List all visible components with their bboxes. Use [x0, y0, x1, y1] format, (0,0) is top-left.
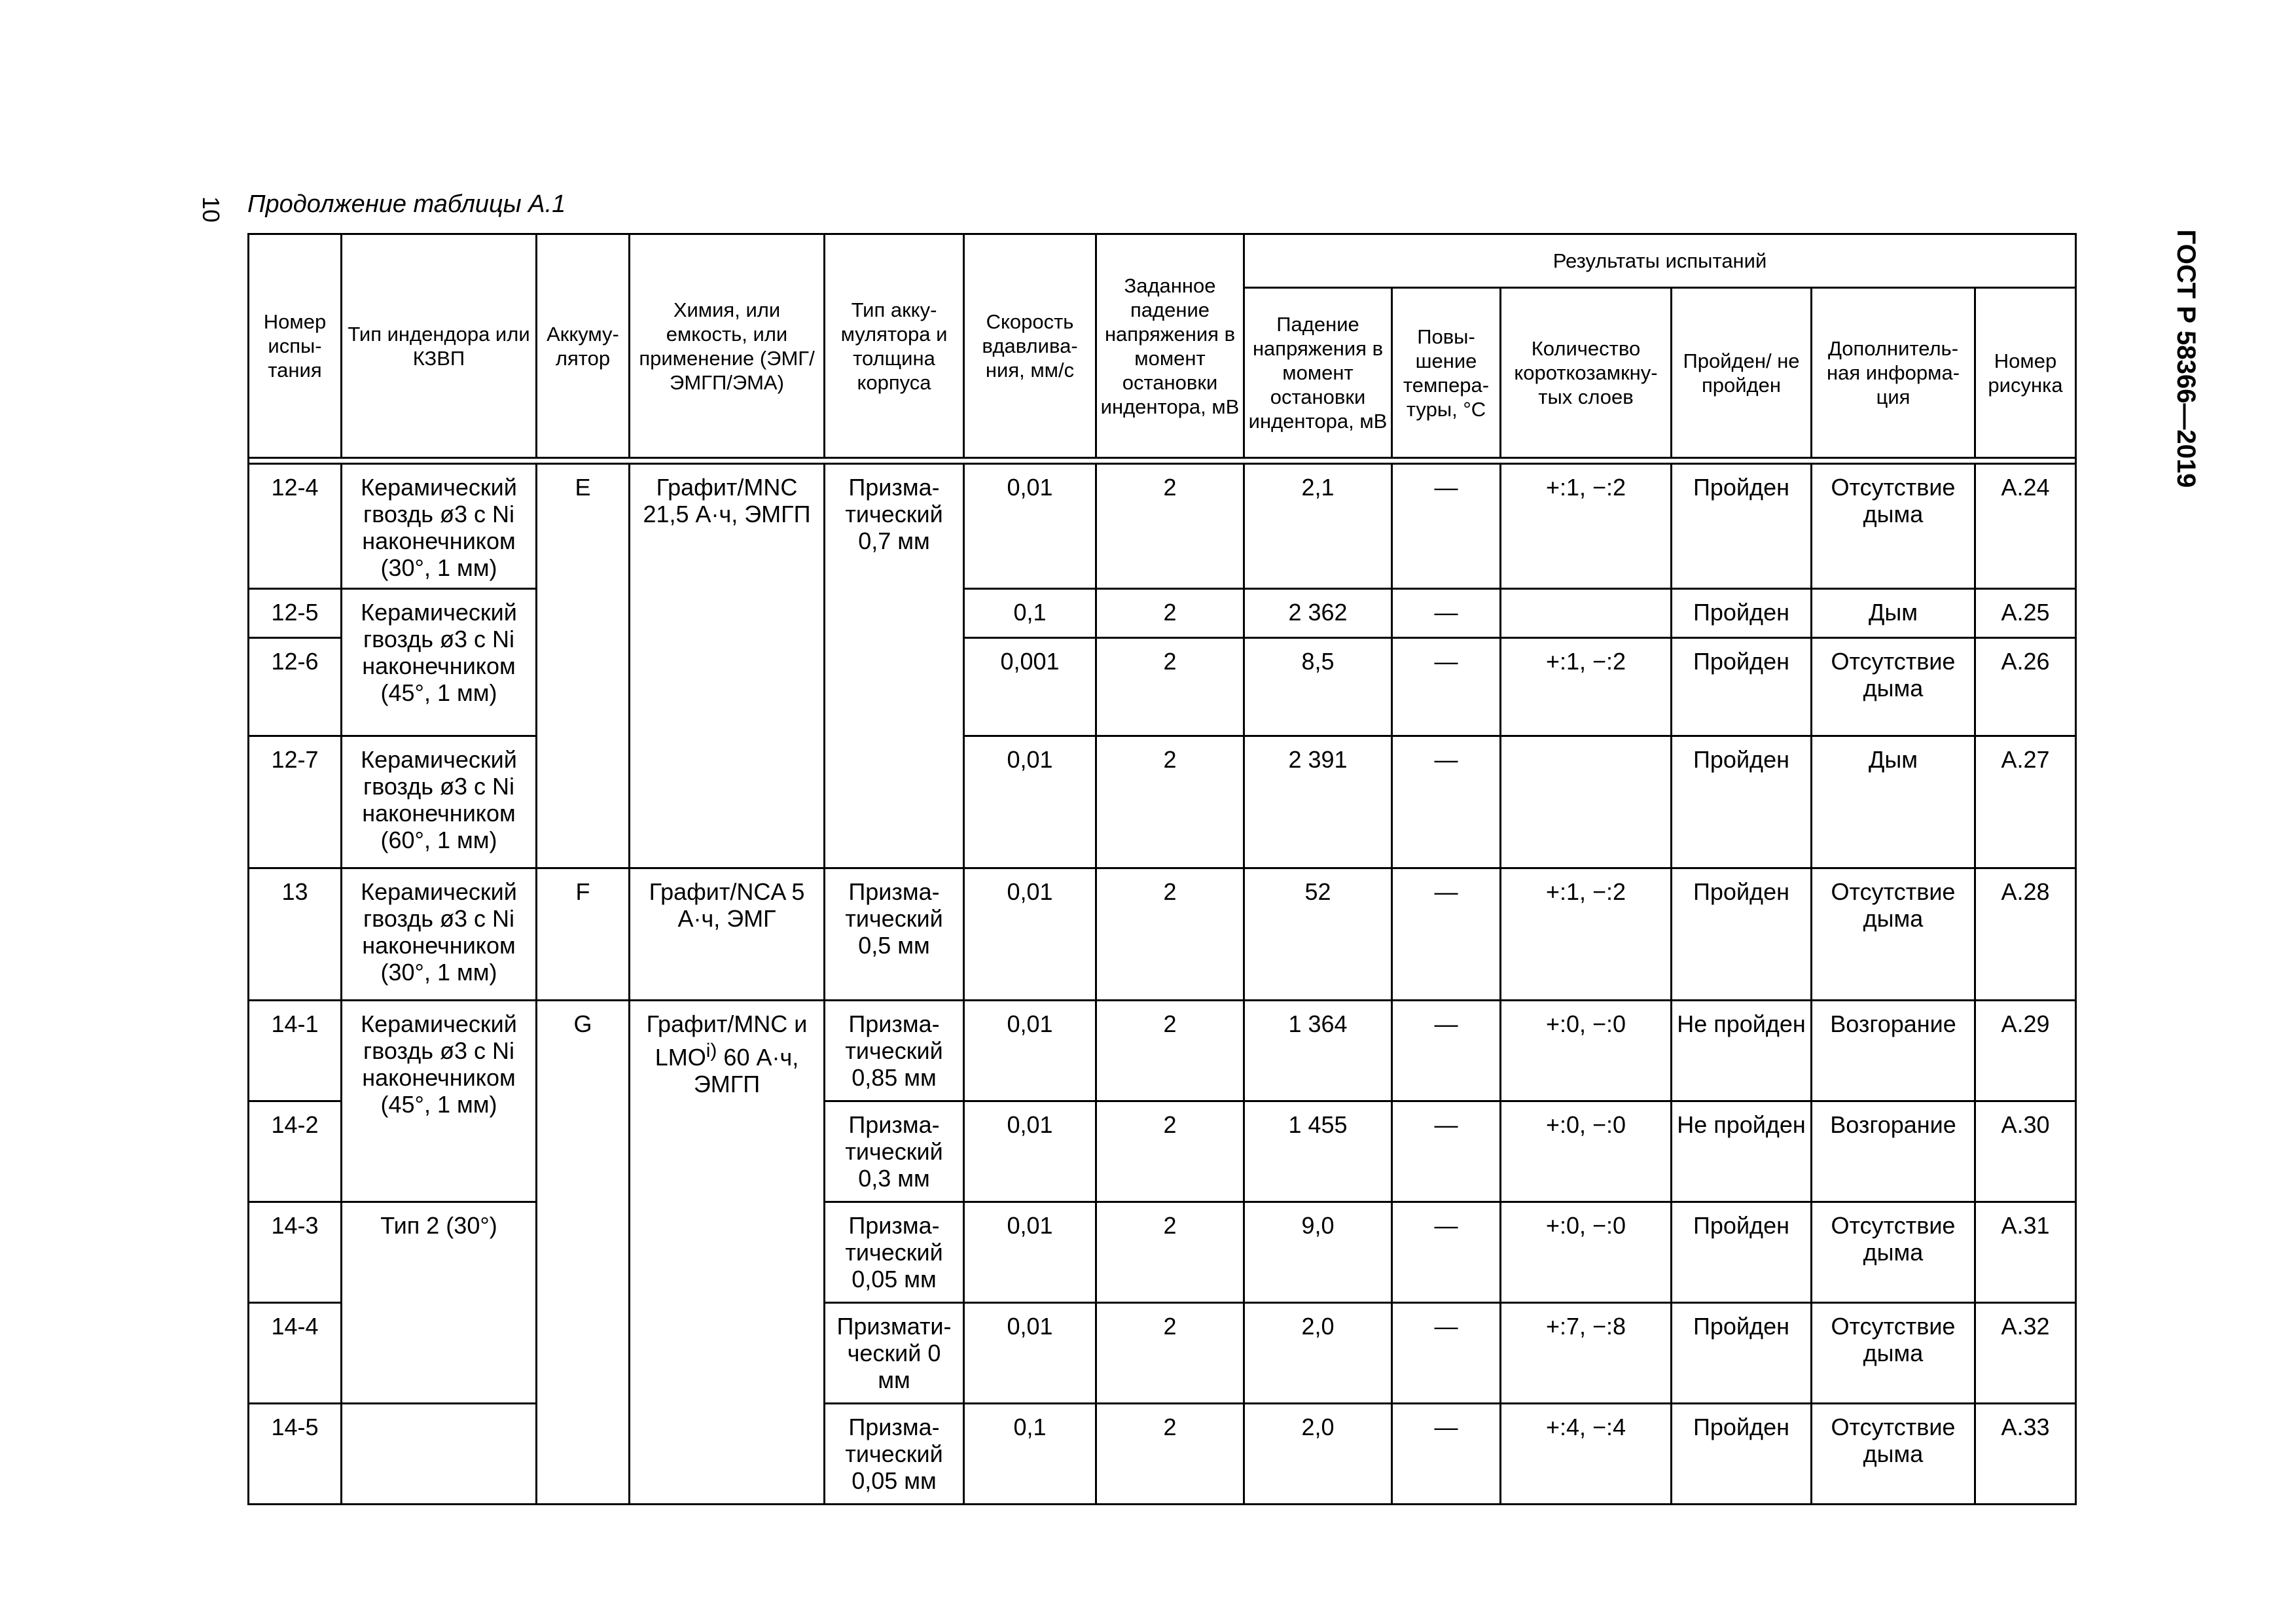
cell-case: Призма-тический 0,5 мм — [825, 868, 964, 1001]
cell-layers: +:0, −:0 — [1501, 1101, 1672, 1202]
cell-speed: 0,01 — [964, 868, 1096, 1001]
cell-info: Отсутствие дыма — [1812, 638, 1975, 736]
cell-speed: 0,01 — [964, 1202, 1096, 1303]
table-row — [249, 1001, 2076, 1101]
cell-test-number: 14-2 — [249, 1101, 342, 1202]
cell-speed: 0,01 — [964, 736, 1096, 868]
cell-drop: 52 — [1244, 868, 1392, 1001]
cell-temp: — — [1392, 736, 1501, 868]
cell-pass: Пройден — [1672, 736, 1812, 868]
table-caption: Продолжение таблицы А.1 — [247, 190, 566, 218]
cell-pass: Не пройден — [1672, 1101, 1812, 1202]
cell-chemistry: Графит/NCA 5 А·ч, ЭМГ — [630, 868, 825, 1001]
cell-info: Возгорание — [1812, 1101, 1975, 1202]
cell-test-number: 14-1 — [249, 1001, 342, 1101]
cell-indenter: Керамический гвоздь ø3 с Ni наконечником (45°, 1 мм) — [342, 1001, 537, 1202]
cell-speed: 0,1 — [964, 589, 1096, 638]
cell-layers — [1501, 589, 1672, 638]
header-separator — [249, 458, 2076, 464]
table-row — [249, 1202, 2076, 1303]
cell-pass: Пройден — [1672, 638, 1812, 736]
table-row — [249, 589, 2076, 638]
cell-case: Призма-тический 0,05 мм — [825, 1404, 964, 1505]
header-test-number: Номер испы-тания — [249, 234, 342, 458]
cell-test-number: 14-5 — [249, 1404, 342, 1505]
header-case: Тип акку-мулятора и толщина корпуса — [825, 234, 964, 458]
cell-temp: — — [1392, 1101, 1501, 1202]
cell-case: Призма-тический 0,05 мм — [825, 1202, 964, 1303]
header-pass-fail: Пройден/ не пройден — [1672, 288, 1812, 458]
header-chemistry: Химия, или емкость, или применение (ЭМГ/ЭМГП/ЭМА) — [630, 234, 825, 458]
cell-test-number: 12-5 — [249, 589, 342, 638]
header-voltage-drop: Падение напряжения в момент остановки индентора, мВ — [1244, 288, 1392, 458]
header-temperature-rise: Повы-шение темпера-туры, °С — [1392, 288, 1501, 458]
cell-set-drop: 2 — [1096, 1303, 1244, 1404]
cell-set-drop: 2 — [1096, 1202, 1244, 1303]
cell-pass: Пройден — [1672, 1303, 1812, 1404]
results-table — [247, 233, 2077, 1505]
cell-case: Призма-тический 0,3 мм — [825, 1101, 964, 1202]
cell-case: Призма-тический 0,7 мм — [825, 464, 964, 868]
cell-info: Дым — [1812, 589, 1975, 638]
cell-battery: F — [537, 868, 630, 1001]
chemistry-g-prefix: Графит/MNC и LMO — [646, 1010, 808, 1071]
table-row — [249, 736, 2076, 868]
standard-code: ГОСТ Р 58366—2019 — [2172, 229, 2200, 488]
cell-speed: 0,1 — [964, 1404, 1096, 1505]
cell-set-drop: 2 — [1096, 1001, 1244, 1101]
table-row — [249, 1404, 2076, 1505]
cell-case: Призмати-ческий 0 мм — [825, 1303, 964, 1404]
cell-test-number: 12-4 — [249, 464, 342, 589]
header-short-layers: Количество короткозамкну-тых слоев — [1501, 288, 1672, 458]
cell-indenter: Керамический гвоздь ø3 с Ni наконечником (45°, 1 мм) — [342, 589, 537, 736]
cell-pass: Не пройден — [1672, 1001, 1812, 1101]
cell-drop: 2 362 — [1244, 589, 1392, 638]
cell-set-drop: 2 — [1096, 1101, 1244, 1202]
cell-drop: 2,1 — [1244, 464, 1392, 589]
cell-set-drop: 2 — [1096, 589, 1244, 638]
page-number: 10 — [198, 196, 224, 223]
cell-drop: 2 391 — [1244, 736, 1392, 868]
cell-indenter — [342, 1404, 537, 1505]
cell-layers: +:1, −:2 — [1501, 638, 1672, 736]
cell-drop: 2,0 — [1244, 1303, 1392, 1404]
cell-set-drop: 2 — [1096, 868, 1244, 1001]
header-results-group: Результаты испытаний — [1244, 234, 2076, 288]
cell-indenter: Керамический гвоздь ø3 с Ni наконечником (30°, 1 мм) — [342, 868, 537, 1001]
cell-battery: E — [537, 464, 630, 868]
cell-figure: А.33 — [1975, 1404, 2076, 1505]
header-additional-info: Дополнитель-ная информа-ция — [1812, 288, 1975, 458]
cell-figure: А.32 — [1975, 1303, 2076, 1404]
cell-pass: Пройден — [1672, 868, 1812, 1001]
cell-drop: 9,0 — [1244, 1202, 1392, 1303]
cell-speed: 0,01 — [964, 1001, 1096, 1101]
cell-pass: Пройден — [1672, 1202, 1812, 1303]
cell-info: Отсутствие дыма — [1812, 1303, 1975, 1404]
cell-test-number: 14-4 — [249, 1303, 342, 1404]
cell-temp: — — [1392, 589, 1501, 638]
cell-chemistry — [630, 1001, 825, 1505]
header-set-voltage-drop: Заданное падение напряжения в момент остановки индентора, мВ — [1096, 234, 1244, 458]
cell-temp: — — [1392, 1202, 1501, 1303]
cell-info: Отсутствие дыма — [1812, 1202, 1975, 1303]
cell-figure: А.30 — [1975, 1101, 2076, 1202]
cell-temp: — — [1392, 638, 1501, 736]
cell-drop: 8,5 — [1244, 638, 1392, 736]
table-row — [249, 464, 2076, 589]
table-body — [249, 464, 2076, 1505]
cell-speed: 0,01 — [964, 1303, 1096, 1404]
cell-indenter: Тип 2 (30°) — [342, 1202, 537, 1404]
cell-figure: А.26 — [1975, 638, 2076, 736]
cell-test-number: 12-7 — [249, 736, 342, 868]
cell-layers: +:4, −:4 — [1501, 1404, 1672, 1505]
cell-figure: А.29 — [1975, 1001, 2076, 1101]
cell-indenter: Керамический гвоздь ø3 с Ni наконечником (30°, 1 мм) — [342, 464, 537, 589]
cell-set-drop: 2 — [1096, 1404, 1244, 1505]
cell-speed: 0,01 — [964, 464, 1096, 589]
cell-speed: 0,01 — [964, 1101, 1096, 1202]
cell-set-drop: 2 — [1096, 736, 1244, 868]
cell-figure: А.31 — [1975, 1202, 2076, 1303]
cell-set-drop: 2 — [1096, 638, 1244, 736]
cell-case: Призма-тический 0,85 мм — [825, 1001, 964, 1101]
cell-temp: — — [1392, 1404, 1501, 1505]
cell-layers: +:1, −:2 — [1501, 868, 1672, 1001]
cell-figure: А.27 — [1975, 736, 2076, 868]
cell-pass: Пройден — [1672, 464, 1812, 589]
cell-drop: 2,0 — [1244, 1404, 1392, 1505]
cell-pass: Пройден — [1672, 1404, 1812, 1505]
cell-figure: А.24 — [1975, 464, 2076, 589]
cell-test-number: 12-6 — [249, 638, 342, 736]
cell-pass: Пройден — [1672, 589, 1812, 638]
cell-temp: — — [1392, 1001, 1501, 1101]
cell-set-drop: 2 — [1096, 464, 1244, 589]
cell-info: Отсутствие дыма — [1812, 464, 1975, 589]
cell-info: Отсутствие дыма — [1812, 1404, 1975, 1505]
header-battery: Аккуму-лятор — [537, 234, 630, 458]
cell-info: Дым — [1812, 736, 1975, 868]
cell-drop: 1 455 — [1244, 1101, 1392, 1202]
cell-battery: G — [537, 1001, 630, 1505]
cell-layers: +:1, −:2 — [1501, 464, 1672, 589]
cell-layers: +:0, −:0 — [1501, 1001, 1672, 1101]
cell-temp: — — [1392, 464, 1501, 589]
cell-test-number: 13 — [249, 868, 342, 1001]
cell-info: Отсутствие дыма — [1812, 868, 1975, 1001]
cell-temp: — — [1392, 1303, 1501, 1404]
cell-test-number: 14-3 — [249, 1202, 342, 1303]
table-row — [249, 868, 2076, 1001]
table-header — [249, 234, 2076, 464]
cell-figure: А.28 — [1975, 868, 2076, 1001]
cell-layers: +:0, −:0 — [1501, 1202, 1672, 1303]
cell-layers: +:7, −:8 — [1501, 1303, 1672, 1404]
cell-speed: 0,001 — [964, 638, 1096, 736]
header-speed: Скорость вдавлива-ния, мм/с — [964, 234, 1096, 458]
cell-indenter: Керамический гвоздь ø3 с Ni наконечником (60°, 1 мм) — [342, 736, 537, 868]
cell-info: Возгорание — [1812, 1001, 1975, 1101]
header-figure-number: Номер рисунка — [1975, 288, 2076, 458]
cell-figure: А.25 — [1975, 589, 2076, 638]
cell-drop: 1 364 — [1244, 1001, 1392, 1101]
chemistry-g-suffix: 60 А·ч, ЭМГП — [693, 1044, 799, 1097]
cell-temp: — — [1392, 868, 1501, 1001]
header-indenter: Тип индендора или КЗВП — [342, 234, 537, 458]
chemistry-g-footnote: i) — [706, 1040, 717, 1061]
cell-layers — [1501, 736, 1672, 868]
cell-chemistry: Графит/MNC 21,5 А·ч, ЭМГП — [630, 464, 825, 868]
